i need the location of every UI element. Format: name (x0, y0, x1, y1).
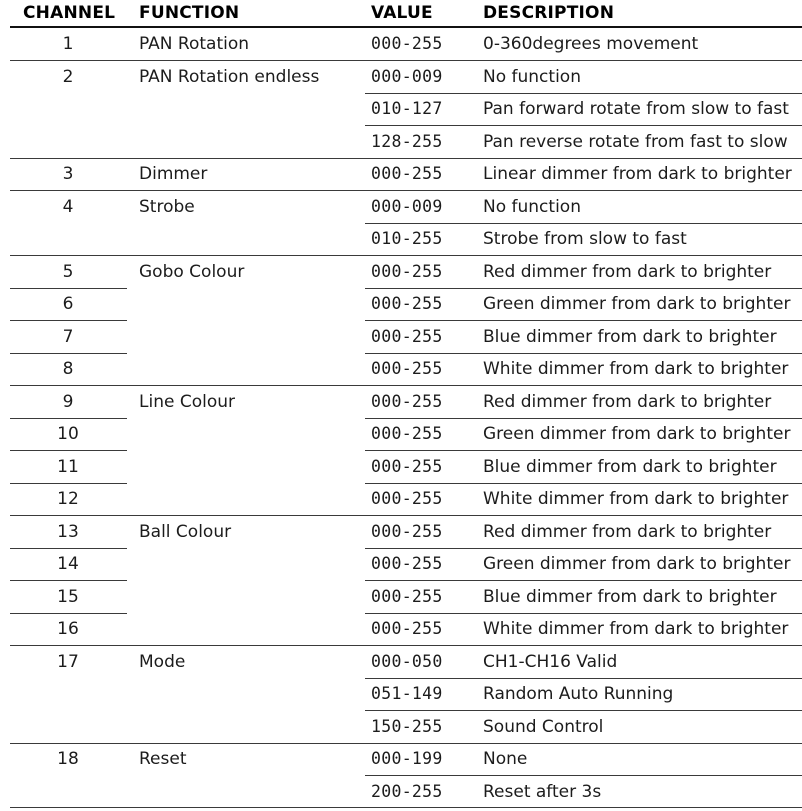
row-description: Green dimmer from dark to brighter (483, 294, 791, 314)
row-description: Red dimmer from dark to brighter (483, 391, 772, 412)
row-description: Reset after 3s (483, 781, 602, 802)
row-channel (18, 776, 118, 808)
row-description: Blue dimmer from dark to brighter (483, 326, 777, 347)
row-channel: 15 (57, 586, 79, 607)
row-value: 000-255 (371, 391, 443, 411)
row-function: Reset (139, 749, 187, 769)
row-value: 010-127 (371, 99, 443, 118)
row-description: Random Auto Running (483, 684, 674, 704)
row-value: 000-255 (371, 554, 443, 573)
row-description: No function (483, 66, 581, 87)
row-value: 200-255 (371, 781, 443, 801)
row-channel (18, 93, 118, 125)
row-value: 051-149 (371, 684, 443, 703)
row-value: 000-255 (371, 521, 443, 541)
row-channel: 10 (57, 424, 79, 444)
table-bottom-rule (10, 807, 802, 808)
row-value: 000-255 (371, 619, 443, 638)
row-value: 000-255 (371, 294, 443, 313)
row-channel: 11 (57, 456, 79, 477)
row-value: 000-255 (371, 586, 443, 606)
row-channel: 16 (57, 619, 79, 639)
row-value: 000-255 (371, 326, 443, 346)
header-description: DESCRIPTION (483, 3, 615, 23)
row-description: White dimmer from dark to brighter (483, 619, 789, 639)
row-description: 0-360degrees movement (483, 34, 699, 54)
row-value: 000-255 (371, 34, 443, 53)
row-value: 150-255 (371, 716, 443, 736)
header-channel: CHANNEL (23, 3, 116, 23)
row-description: Sound Control (483, 716, 604, 737)
row-value: 000-255 (371, 456, 443, 476)
row-function: Dimmer (139, 164, 208, 184)
row-description: White dimmer from dark to brighter (483, 359, 789, 379)
row-function: Line Colour (139, 391, 235, 412)
row-description: Blue dimmer from dark to brighter (483, 586, 777, 607)
row-value: 000-050 (371, 651, 443, 671)
row-channel: 5 (62, 261, 74, 282)
row-description: CH1-CH16 Valid (483, 651, 618, 672)
row-channel: 12 (57, 489, 79, 509)
row-channel: 18 (57, 749, 79, 769)
row-channel: 14 (57, 554, 79, 574)
row-description: White dimmer from dark to brighter (483, 489, 789, 509)
row-channel: 1 (62, 34, 74, 54)
row-value: 000-009 (371, 66, 443, 86)
row-channel: 4 (62, 196, 74, 217)
row-value: 000-255 (371, 424, 443, 443)
row-value: 000-255 (371, 489, 443, 508)
row-description: Linear dimmer from dark to brighter (483, 164, 792, 184)
row-channel: 13 (57, 521, 79, 542)
row-description: Pan forward rotate from slow to fast (483, 99, 789, 119)
row-value: 000-255 (371, 261, 443, 281)
row-value: 000-255 (371, 359, 443, 378)
row-channel: 2 (62, 66, 74, 87)
row-value: 010-255 (371, 229, 443, 248)
row-channel: 7 (62, 326, 74, 347)
row-description: None (483, 749, 528, 769)
row-function: Gobo Colour (139, 261, 245, 282)
row-function: PAN Rotation endless (139, 66, 320, 87)
row-channel (18, 678, 118, 710)
row-function: Mode (139, 651, 186, 672)
row-channel: 9 (62, 391, 74, 412)
row-description: Pan reverse rotate from fast to slow (483, 131, 788, 152)
row-channel: 6 (62, 294, 74, 314)
row-description: No function (483, 196, 581, 217)
row-channel (18, 711, 118, 743)
row-channel: 17 (57, 651, 79, 672)
row-value: 000-255 (371, 164, 443, 183)
row-description: Strobe from slow to fast (483, 229, 687, 249)
row-channel (18, 126, 118, 158)
row-channel (18, 223, 118, 255)
row-description: Blue dimmer from dark to brighter (483, 456, 777, 477)
row-channel: 3 (62, 164, 74, 184)
row-description: Red dimmer from dark to brighter (483, 261, 772, 282)
header-function: FUNCTION (139, 3, 240, 23)
row-description: Red dimmer from dark to brighter (483, 521, 772, 542)
header-value: VALUE (371, 3, 433, 23)
row-description: Green dimmer from dark to brighter (483, 424, 791, 444)
row-function: Strobe (139, 196, 195, 217)
row-function: Ball Colour (139, 521, 232, 542)
row-channel: 8 (62, 359, 74, 379)
row-value: 000-199 (371, 749, 443, 768)
row-value: 000-009 (371, 196, 443, 216)
row-description: Green dimmer from dark to brighter (483, 554, 791, 574)
row-value: 128-255 (371, 131, 443, 151)
row-function: PAN Rotation (139, 34, 250, 54)
